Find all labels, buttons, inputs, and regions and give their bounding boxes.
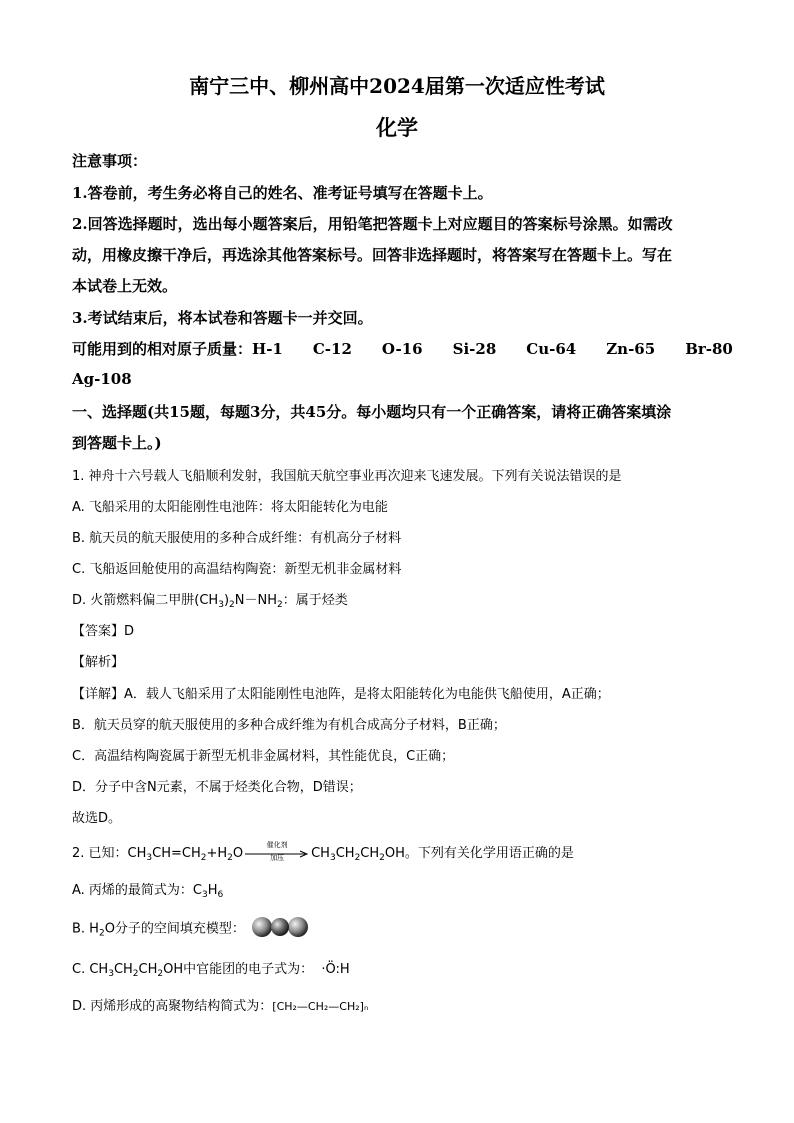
q1-option-d: D. 火箭燃料偏二甲肼$(CH_3)_2N-NH_2$：属于烃类 bbox=[72, 593, 348, 610]
q2-option-a: A. 丙烯的最简式为：$C_3H_6$ bbox=[72, 883, 224, 900]
exam-title: 南宁三中、柳州高中2024届第一次适应性考试 bbox=[189, 74, 605, 98]
polymer-formula: [CH₂—CH₂—CH₂]ₙ bbox=[272, 1000, 369, 1013]
atomic-masses-row bbox=[72, 338, 733, 359]
q2-option-c: C. $CH_3CH_2CH_2OH$中官能团的电子式为： ·Ö:H bbox=[72, 962, 350, 979]
q1-option-c: C. 飞船返回舱使用的高温结构陶瓷：新型无机非金属材料 bbox=[72, 562, 402, 577]
hydroxyl-electron-formula: ·Ö:H bbox=[321, 962, 350, 977]
q2-option-d: D. 丙烯形成的高聚物结构简式为：[CH₂—CH₂—CH₂]ₙ bbox=[72, 999, 369, 1014]
reaction-catalyst-label: 催化剂 bbox=[266, 840, 288, 849]
notes-heading: 注意事项： bbox=[72, 152, 148, 170]
mass-h: H-1 bbox=[252, 340, 283, 358]
q1-analysis-label: 【解析】 bbox=[72, 655, 125, 670]
q1-answer: 【答案】D bbox=[72, 624, 135, 639]
q1-detail-d: D．分子中含N元素，不属于烃类化合物，D错误； bbox=[72, 780, 362, 795]
q1-detail-a: 【详解】A．载人飞船采用了太阳能刚性电池阵，是将太阳能转化为电能供飞船使用，A正确； bbox=[72, 687, 610, 702]
mass-zn: Zn-65 bbox=[606, 340, 656, 358]
mass-c: C-12 bbox=[312, 340, 352, 358]
note-3: 3.考试结束后，将本试卷和答题卡一并交回。 bbox=[72, 309, 373, 327]
note-2-line-1: 2.回答选择题时，选出每小题答案后，用铅笔把答题卡上对应题目的答案标号涂黑。如需改 bbox=[72, 215, 673, 233]
mass-o: O-16 bbox=[381, 340, 423, 358]
q1-detail-b: B．航天员穿的航天服使用的多种合成纤维为有机合成高分子材料，B正确； bbox=[72, 718, 506, 733]
atomic-masses-label: 可能用到的相对原子质量： bbox=[72, 340, 253, 358]
mass-br: Br-80 bbox=[685, 340, 733, 358]
mass-ag: Ag-108 bbox=[72, 370, 132, 388]
reaction-arrow bbox=[245, 840, 309, 862]
subject-title: 化学 bbox=[376, 115, 418, 140]
mass-cu: Cu-64 bbox=[526, 340, 577, 358]
section-heading-line-1: 一、选择题(共15题，每题3分，共45分。每小题均只有一个正确答案，请将正确答案填涂 bbox=[72, 403, 672, 421]
q1-stem: 1. 神舟十六号载人飞船顺利发射，我国航天航空事业再次迎来飞速发展。下列有关说法错误的是 bbox=[72, 469, 622, 484]
note-1: 1.答卷前，考生务必将自己的姓名、准考证号填写在答题卡上。 bbox=[72, 184, 493, 202]
water-space-filling-model-icon bbox=[251, 914, 309, 944]
note-2-line-2: 动，用橡皮擦干净后，再选涂其他答案标号。回答非选择题时，将答案写在答题卡上。写在 bbox=[72, 246, 673, 264]
q1-option-b: B. 航天员的航天服使用的多种合成纤维：有机高分子材料 bbox=[72, 531, 402, 546]
q2-stem: 2. 已知：$CH_3CH=CH_2+H_2O$ 催化剂 加压 $CH_3CH_2CH_2OH$。下列有关化学用语正确的是 bbox=[72, 840, 574, 863]
q1-option-a: A. 飞船采用的太阳能刚性电池阵：将太阳能转化为电能 bbox=[72, 500, 388, 515]
q2-option-b: B. $H_2O$分子的空间填充模型： bbox=[72, 914, 309, 944]
reaction-pressure-label: 加压 bbox=[270, 853, 285, 862]
mass-si: Si-28 bbox=[452, 340, 497, 358]
note-2-line-3: 本试卷上无效。 bbox=[72, 277, 178, 295]
section-heading-line-2: 到答题卡上。) bbox=[72, 434, 162, 452]
q1-conclusion: 故选D。 bbox=[72, 811, 122, 826]
q1-detail-c: C．高温结构陶瓷属于新型无机非金属材料，其性能优良，C正确； bbox=[72, 749, 455, 764]
